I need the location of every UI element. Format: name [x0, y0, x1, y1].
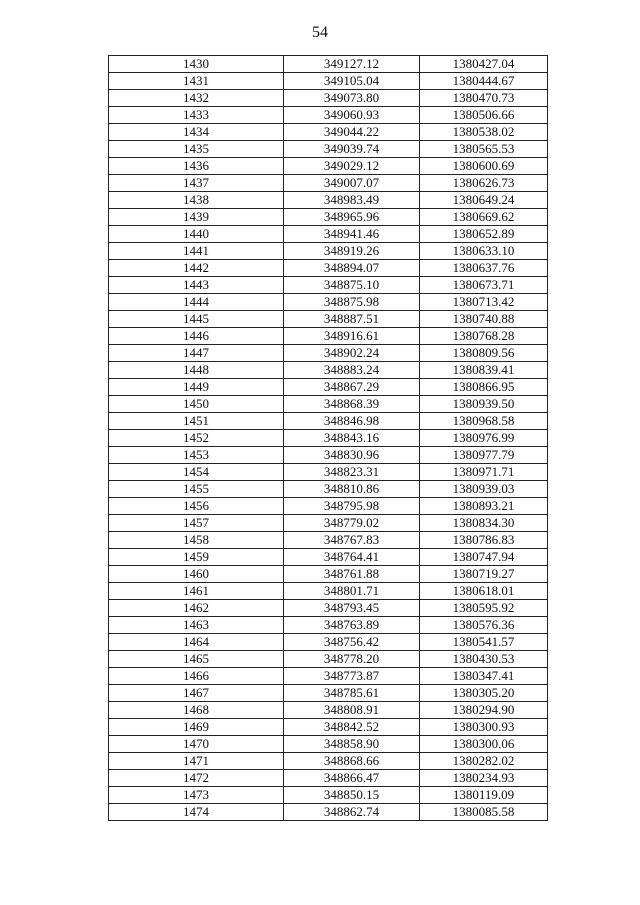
point-number-cell: 1436 [109, 158, 284, 175]
point-number-cell: 1438 [109, 192, 284, 209]
y-coordinate-cell: 1380618.01 [420, 583, 548, 600]
x-coordinate-cell: 348764.41 [284, 549, 420, 566]
point-number-cell: 1432 [109, 90, 284, 107]
point-number-cell: 1464 [109, 634, 284, 651]
point-number-cell: 1435 [109, 141, 284, 158]
table-row [109, 685, 548, 702]
point-number-cell: 1455 [109, 481, 284, 498]
point-number-cell: 1470 [109, 736, 284, 753]
x-coordinate-cell: 348883.24 [284, 362, 420, 379]
table-row [109, 90, 548, 107]
coordinates-table-body [109, 56, 548, 821]
y-coordinate-cell: 1380768.28 [420, 328, 548, 345]
y-coordinate-cell: 1380893.21 [420, 498, 548, 515]
x-coordinate-cell: 348830.96 [284, 447, 420, 464]
point-number-cell: 1439 [109, 209, 284, 226]
y-coordinate-cell: 1380595.92 [420, 600, 548, 617]
y-coordinate-cell: 1380977.79 [420, 447, 548, 464]
point-number-cell: 1440 [109, 226, 284, 243]
x-coordinate-cell: 348761.88 [284, 566, 420, 583]
point-number-cell: 1444 [109, 294, 284, 311]
x-coordinate-cell: 349007.07 [284, 175, 420, 192]
table-row [109, 311, 548, 328]
x-coordinate-cell: 348773.87 [284, 668, 420, 685]
table-row [109, 464, 548, 481]
y-coordinate-cell: 1380300.93 [420, 719, 548, 736]
y-coordinate-cell: 1380085.58 [420, 804, 548, 821]
y-coordinate-cell: 1380637.76 [420, 260, 548, 277]
point-number-cell: 1460 [109, 566, 284, 583]
table-row [109, 413, 548, 430]
point-number-cell: 1446 [109, 328, 284, 345]
coordinates-table [108, 55, 548, 821]
x-coordinate-cell: 348823.31 [284, 464, 420, 481]
table-row [109, 396, 548, 413]
x-coordinate-cell: 348808.91 [284, 702, 420, 719]
y-coordinate-cell: 1380282.02 [420, 753, 548, 770]
x-coordinate-cell: 348767.83 [284, 532, 420, 549]
table-row [109, 481, 548, 498]
point-number-cell: 1469 [109, 719, 284, 736]
x-coordinate-cell: 349029.12 [284, 158, 420, 175]
x-coordinate-cell: 348778.20 [284, 651, 420, 668]
table-row [109, 141, 548, 158]
x-coordinate-cell: 348801.71 [284, 583, 420, 600]
point-number-cell: 1466 [109, 668, 284, 685]
y-coordinate-cell: 1380300.06 [420, 736, 548, 753]
point-number-cell: 1445 [109, 311, 284, 328]
y-coordinate-cell: 1380809.56 [420, 345, 548, 362]
table-row [109, 549, 548, 566]
x-coordinate-cell: 348866.47 [284, 770, 420, 787]
x-coordinate-cell: 349073.80 [284, 90, 420, 107]
table-row [109, 73, 548, 90]
point-number-cell: 1471 [109, 753, 284, 770]
point-number-cell: 1443 [109, 277, 284, 294]
point-number-cell: 1441 [109, 243, 284, 260]
x-coordinate-cell: 349039.74 [284, 141, 420, 158]
x-coordinate-cell: 348793.45 [284, 600, 420, 617]
y-coordinate-cell: 1380976.99 [420, 430, 548, 447]
y-coordinate-cell: 1380786.83 [420, 532, 548, 549]
point-number-cell: 1472 [109, 770, 284, 787]
table-row [109, 566, 548, 583]
y-coordinate-cell: 1380541.57 [420, 634, 548, 651]
x-coordinate-cell: 348842.52 [284, 719, 420, 736]
table-row [109, 753, 548, 770]
y-coordinate-cell: 1380866.95 [420, 379, 548, 396]
point-number-cell: 1462 [109, 600, 284, 617]
y-coordinate-cell: 1380347.41 [420, 668, 548, 685]
table-row [109, 260, 548, 277]
table-row [109, 634, 548, 651]
point-number-cell: 1463 [109, 617, 284, 634]
table-row [109, 719, 548, 736]
point-number-cell: 1457 [109, 515, 284, 532]
table-row [109, 345, 548, 362]
y-coordinate-cell: 1380427.04 [420, 56, 548, 73]
y-coordinate-cell: 1380839.41 [420, 362, 548, 379]
y-coordinate-cell: 1380294.90 [420, 702, 548, 719]
x-coordinate-cell: 348875.10 [284, 277, 420, 294]
x-coordinate-cell: 348868.39 [284, 396, 420, 413]
table-row [109, 158, 548, 175]
point-number-cell: 1454 [109, 464, 284, 481]
x-coordinate-cell: 349044.22 [284, 124, 420, 141]
y-coordinate-cell: 1380576.36 [420, 617, 548, 634]
table-row [109, 702, 548, 719]
y-coordinate-cell: 1380740.88 [420, 311, 548, 328]
x-coordinate-cell: 348850.15 [284, 787, 420, 804]
table-row [109, 447, 548, 464]
x-coordinate-cell: 348785.61 [284, 685, 420, 702]
y-coordinate-cell: 1380234.93 [420, 770, 548, 787]
point-number-cell: 1453 [109, 447, 284, 464]
table-row [109, 617, 548, 634]
y-coordinate-cell: 1380968.58 [420, 413, 548, 430]
point-number-cell: 1473 [109, 787, 284, 804]
point-number-cell: 1456 [109, 498, 284, 515]
x-coordinate-cell: 348862.74 [284, 804, 420, 821]
x-coordinate-cell: 348846.98 [284, 413, 420, 430]
x-coordinate-cell: 348858.90 [284, 736, 420, 753]
table-row [109, 107, 548, 124]
x-coordinate-cell: 348894.07 [284, 260, 420, 277]
point-number-cell: 1447 [109, 345, 284, 362]
y-coordinate-cell: 1380939.03 [420, 481, 548, 498]
table-row [109, 362, 548, 379]
table-row [109, 515, 548, 532]
table-row [109, 328, 548, 345]
x-coordinate-cell: 348902.24 [284, 345, 420, 362]
table-row [109, 600, 548, 617]
point-number-cell: 1449 [109, 379, 284, 396]
y-coordinate-cell: 1380305.20 [420, 685, 548, 702]
x-coordinate-cell: 348810.86 [284, 481, 420, 498]
y-coordinate-cell: 1380538.02 [420, 124, 548, 141]
table-row [109, 498, 548, 515]
table-row [109, 277, 548, 294]
point-number-cell: 1442 [109, 260, 284, 277]
page-number: 54 [312, 24, 328, 41]
point-number-cell: 1433 [109, 107, 284, 124]
y-coordinate-cell: 1380834.30 [420, 515, 548, 532]
y-coordinate-cell: 1380444.67 [420, 73, 548, 90]
y-coordinate-cell: 1380713.42 [420, 294, 548, 311]
y-coordinate-cell: 1380971.71 [420, 464, 548, 481]
x-coordinate-cell: 348763.89 [284, 617, 420, 634]
x-coordinate-cell: 348965.96 [284, 209, 420, 226]
table-row [109, 124, 548, 141]
y-coordinate-cell: 1380600.69 [420, 158, 548, 175]
point-number-cell: 1434 [109, 124, 284, 141]
table-row [109, 787, 548, 804]
table-row [109, 56, 548, 73]
point-number-cell: 1450 [109, 396, 284, 413]
x-coordinate-cell: 348916.61 [284, 328, 420, 345]
table-row [109, 430, 548, 447]
point-number-cell: 1451 [109, 413, 284, 430]
table-row [109, 294, 548, 311]
point-number-cell: 1431 [109, 73, 284, 90]
x-coordinate-cell: 348887.51 [284, 311, 420, 328]
point-number-cell: 1459 [109, 549, 284, 566]
x-coordinate-cell: 348941.46 [284, 226, 420, 243]
point-number-cell: 1430 [109, 56, 284, 73]
point-number-cell: 1461 [109, 583, 284, 600]
x-coordinate-cell: 348919.26 [284, 243, 420, 260]
y-coordinate-cell: 1380747.94 [420, 549, 548, 566]
table-row [109, 583, 548, 600]
x-coordinate-cell: 348795.98 [284, 498, 420, 515]
table-row [109, 770, 548, 787]
x-coordinate-cell: 348779.02 [284, 515, 420, 532]
x-coordinate-cell: 349105.04 [284, 73, 420, 90]
x-coordinate-cell: 349127.12 [284, 56, 420, 73]
x-coordinate-cell: 348868.66 [284, 753, 420, 770]
point-number-cell: 1468 [109, 702, 284, 719]
y-coordinate-cell: 1380430.53 [420, 651, 548, 668]
table-row [109, 668, 548, 685]
point-number-cell: 1452 [109, 430, 284, 447]
point-number-cell: 1448 [109, 362, 284, 379]
y-coordinate-cell: 1380652.89 [420, 226, 548, 243]
y-coordinate-cell: 1380719.27 [420, 566, 548, 583]
table-row [109, 736, 548, 753]
y-coordinate-cell: 1380119.09 [420, 787, 548, 804]
point-number-cell: 1465 [109, 651, 284, 668]
point-number-cell: 1437 [109, 175, 284, 192]
y-coordinate-cell: 1380633.10 [420, 243, 548, 260]
y-coordinate-cell: 1380669.62 [420, 209, 548, 226]
table-row [109, 532, 548, 549]
y-coordinate-cell: 1380506.66 [420, 107, 548, 124]
y-coordinate-cell: 1380673.71 [420, 277, 548, 294]
x-coordinate-cell: 348875.98 [284, 294, 420, 311]
x-coordinate-cell: 348843.16 [284, 430, 420, 447]
x-coordinate-cell: 348756.42 [284, 634, 420, 651]
point-number-cell: 1467 [109, 685, 284, 702]
table-row [109, 226, 548, 243]
x-coordinate-cell: 348983.49 [284, 192, 420, 209]
y-coordinate-cell: 1380939.50 [420, 396, 548, 413]
y-coordinate-cell: 1380565.53 [420, 141, 548, 158]
table-row [109, 379, 548, 396]
x-coordinate-cell: 348867.29 [284, 379, 420, 396]
y-coordinate-cell: 1380649.24 [420, 192, 548, 209]
point-number-cell: 1458 [109, 532, 284, 549]
x-coordinate-cell: 349060.93 [284, 107, 420, 124]
table-row [109, 192, 548, 209]
table-row [109, 651, 548, 668]
table-row [109, 804, 548, 821]
y-coordinate-cell: 1380626.73 [420, 175, 548, 192]
table-row [109, 209, 548, 226]
y-coordinate-cell: 1380470.73 [420, 90, 548, 107]
point-number-cell: 1474 [109, 804, 284, 821]
table-row [109, 175, 548, 192]
table-row [109, 243, 548, 260]
